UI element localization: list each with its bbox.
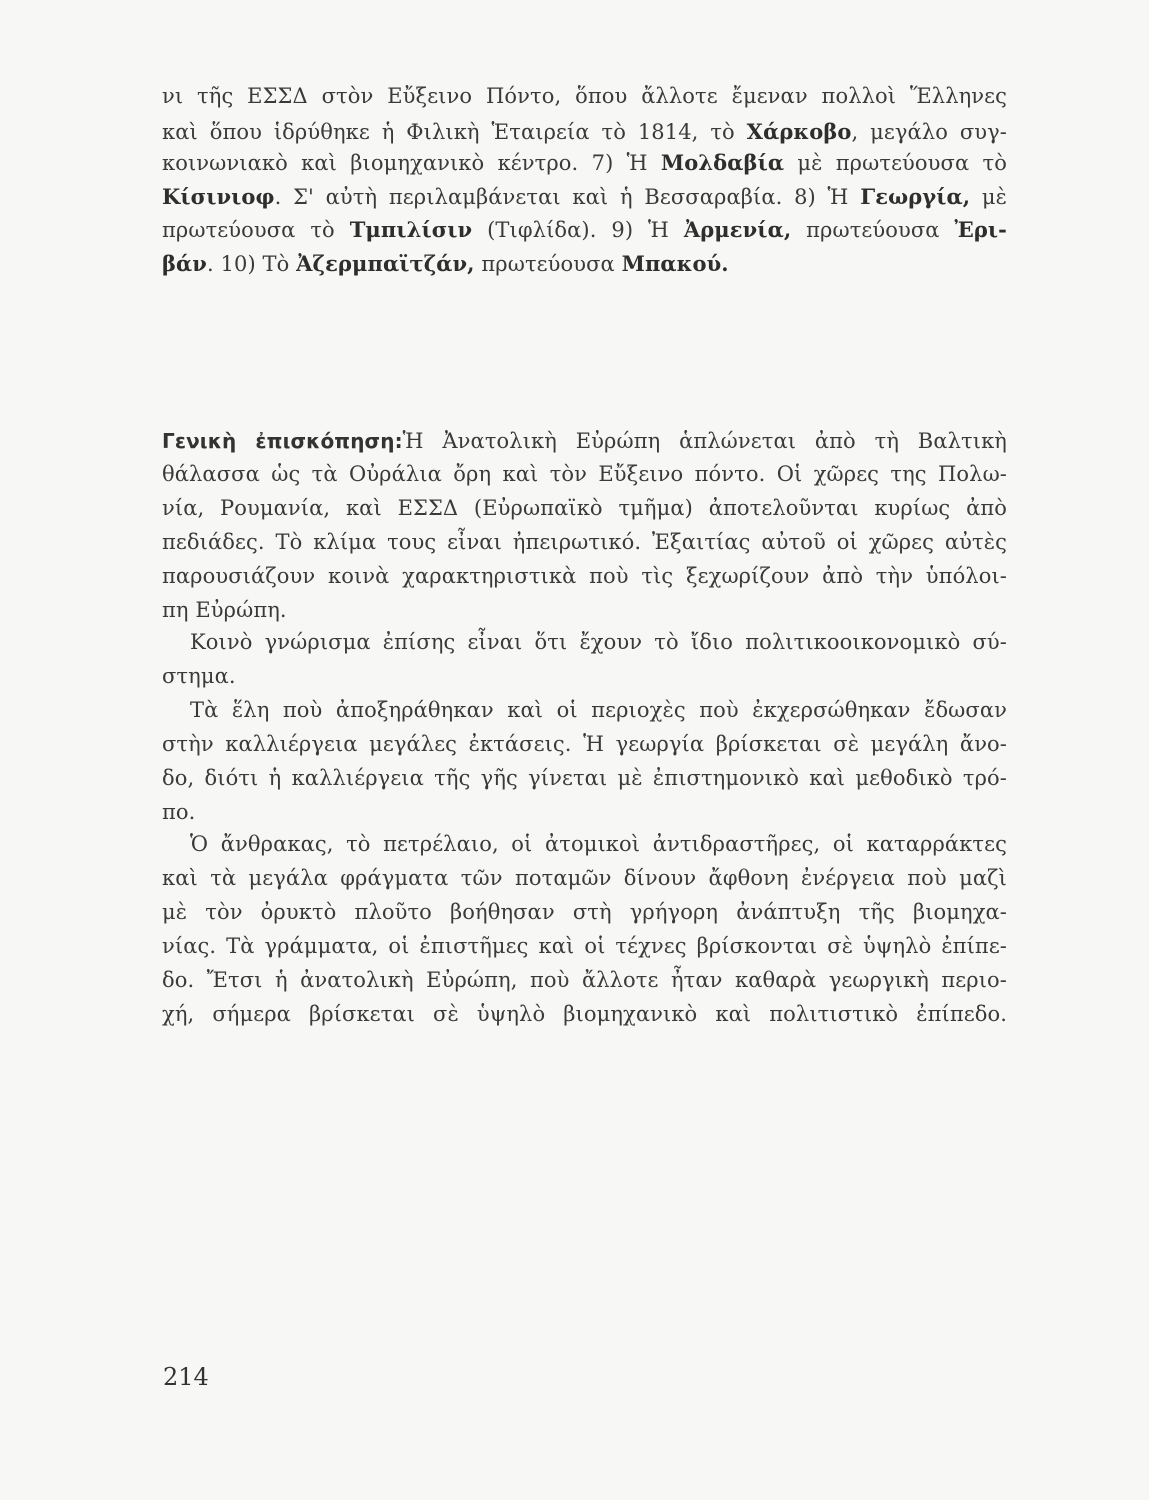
text-line <box>162 216 1007 244</box>
text-line <box>162 118 1007 146</box>
bold-term: Τμπιλίσιν <box>349 217 473 242</box>
text-line: πη Εὐρώπη. <box>162 598 287 622</box>
text-line: δο. Ἔτσι ἡ ἀνατολικὴ Εὐρώπη, ποὺ ἄλλοτε ἦταν καθαρὰ γεωργικὴ περιο- <box>162 968 1007 992</box>
text-span: , μεγάλο συγ- <box>851 120 1007 144</box>
text-line <box>162 149 1007 177</box>
text-span: . 10) Τὸ <box>206 252 297 276</box>
text-line <box>162 183 1007 211</box>
text-span: μὲ <box>970 185 1007 209</box>
text-line: παρουσιάζουν κοινὰ χαρακτηριστικὰ ποὺ τὶς ξεχωρίζουν ἀπὸ τὴν ὑπόλοι- <box>162 564 1007 588</box>
text-span: (Τιφλίδα). 9) Ἡ <box>472 218 684 242</box>
text-line <box>162 250 1007 278</box>
paragraph-first-line: Τὰ ἕλη ποὺ ἀποξηράθηκαν καὶ οἱ περιοχὲς ποὺ ἐκχερσώθηκαν ἔδωσαν <box>190 698 1007 722</box>
text-line: καὶ τὰ μεγάλα φράγματα τῶν ποταμῶν δίνουν ἄφθονη ἐνέργεια ποὺ μαζὶ <box>162 866 1007 890</box>
text-line: στημα. <box>162 664 236 688</box>
text-line: νία, Ρουμανία, καὶ ΕΣΣΔ (Εὐρωπαϊκὸ τμῆμα) ἀποτελοῦνται κυρίως ἀπὸ <box>162 496 1007 520</box>
bold-term: Κίσινιοφ <box>162 184 275 209</box>
paragraph-first-line: Ὁ ἄνθρακας, τὸ πετρέλαιο, οἱ ἀτομικοὶ ἀντιδραστῆρες, οἱ καταρράκτες <box>190 832 1007 856</box>
bold-term: βάν <box>162 251 207 276</box>
text-line: θάλασσα ὡς τὰ Οὐράλια ὄρη καὶ τὸν Εὔξεινο πόντο. Οἱ χῶρες της Πολω- <box>162 462 1007 486</box>
text-line <box>162 82 1007 110</box>
text-span: μὲ πρωτεύουσα τὸ <box>784 151 1007 175</box>
section-first-line <box>162 427 1007 455</box>
text-span: νι τῆς ΕΣΣΔ στὸν Εὔξεινο Πόντο, ὅπου ἄλλοτε ἔμεναν πολλοὶ Ἕλληνες <box>162 84 1007 108</box>
bold-term: Γεωργία, <box>860 184 971 209</box>
text-line: μὲ τὸν ὀρυκτὸ πλοῦτο βοήθησαν στὴ γρήγορη ἀνάπτυξη τῆς βιομηχα- <box>162 900 1007 924</box>
text-span: πρωτεύουσα <box>474 252 622 276</box>
text-line: δο, διότι ἡ καλλιέργεια τῆς γῆς γίνεται μὲ ἐπιστημονικὸ καὶ μεθοδικὸ τρό- <box>162 766 1007 790</box>
bold-term: Χάρκοβο <box>746 119 852 144</box>
bold-term: Ἀζερμπαϊτζάν, <box>296 251 475 276</box>
page-number: 214 <box>163 1363 209 1391</box>
bold-term: Ἐρι- <box>954 217 1007 242</box>
text-line: χή, σήμερα βρίσκεται σὲ ὑψηλὸ βιομηχανικὸ καὶ πολιτιστικὸ ἐπίπεδο. <box>162 1002 1007 1026</box>
bold-term: Ἀρμενία, <box>683 217 792 242</box>
text-line: νίας. Τὰ γράμματα, οἱ ἐπιστῆμες καὶ οἱ τέχνες βρίσκονται σὲ ὑψηλὸ ἐπίπε- <box>162 934 1007 958</box>
text-span: Ἡ Ἀνατολικὴ Εὐρώπη ἁπλώνεται ἀπὸ τὴ Βαλτικὴ <box>402 429 1007 453</box>
text-span: καὶ ὅπου ἱδρύθηκε ἡ Φιλικὴ Ἑταιρεία τὸ 1814, τὸ <box>162 120 747 144</box>
paragraph-first-line: Κοινὸ γνώρισμα ἐπίσης εἶναι ὅτι ἔχουν τὸ ἴδιο πολιτικοοικονομικὸ σύ- <box>190 630 1007 654</box>
text-span: . Σ' αὐτὴ περιλαμβάνεται καὶ ἡ Βεσσαραβία. 8) Ἡ <box>274 185 861 209</box>
text-line: πο. <box>162 800 196 824</box>
text-line: πεδιάδες. Τὸ κλίμα τους εἶναι ἠπειρωτικό. Ἐξαιτίας αὐτοῦ οἱ χῶρες αὐτὲς <box>162 530 1007 554</box>
text-span: πρωτεύουσα τὸ <box>162 218 350 242</box>
text-line: στὴν καλλιέργεια μεγάλες ἐκτάσεις. Ἡ γεωργία βρίσκεται σὲ μεγάλη ἄνο- <box>162 732 1007 756</box>
text-span: πρωτεύουσα <box>791 218 955 242</box>
section-heading: Γενικὴ ἐπισκόπηση: <box>162 429 403 453</box>
bold-term: Μολδαβία <box>660 150 785 175</box>
text-span: κοινωνιακὸ καὶ βιομηχανικὸ κέντρο. 7) Ἡ <box>162 151 661 175</box>
bold-term: Μπακού. <box>621 251 729 276</box>
